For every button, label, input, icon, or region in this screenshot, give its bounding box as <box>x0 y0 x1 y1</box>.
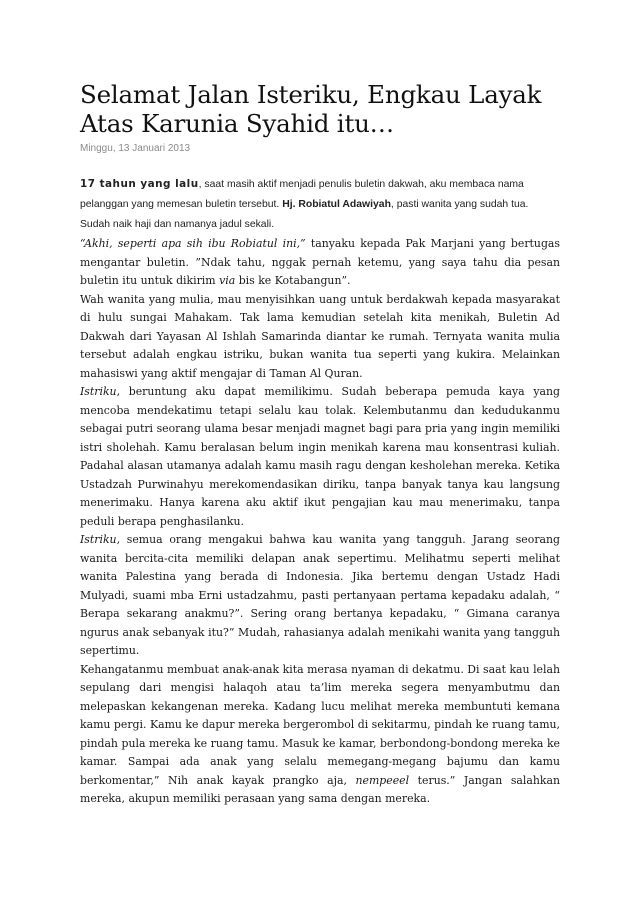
paragraph-4 <box>80 531 560 661</box>
intro-name: Hj. Robiatul Adawiyah <box>282 199 391 210</box>
paragraph-1-text-2: bis ke Kotabangun”. <box>235 274 351 287</box>
paragraph-3 <box>80 383 560 531</box>
intro-lead: 17 tahun yang lalu <box>80 178 199 190</box>
paragraph-1-via: via <box>219 274 236 287</box>
paragraph-4-lead: Istriku, <box>80 533 121 546</box>
paragraph-5-text-2: terus.” Jangan salahkan mereka, akupun memiliki perasaan yang sama dengan mereka. <box>80 773 561 805</box>
article-title: Selamat Jalan Isteriku, Engkau Layak Atas Karunia Syahid itu… <box>80 80 542 138</box>
paragraph-5-emphasis: nempeeel <box>355 773 410 787</box>
paragraph-5 <box>80 661 560 809</box>
paragraph-5-text-1: Kehangatanmu membuat anak-anak kita merasa nyaman di dekatmu. Di saat kau lelah sepulang dari mengisi halaqoh atau ta’lim mereka segera menyambutmu dan melepaskan kekangenan mereka. Kadang lucu melihat mereka membuntuti kemana kamu pergi. Kamu ke dapur mereka bergerombol di sekitarmu, pindah ke ruang tamu, pindah pula mereka ke ruang tamu. Masuk ke kamar, berbondong-bondong mereka ke kamar. Sampai ada anak yang selalu memegang-megang bajumu dan kamu berkomentar,” Nih anak kayak prangko aja, <box>80 662 560 787</box>
article <box>80 80 560 809</box>
paragraph-1-quote: “Akhi, seperti apa sih ibu Robiatul ini,” <box>80 237 306 250</box>
intro-text-1: , saat masih aktif menjadi penulis buletin dakwah, aku membaca nama pelanggan yang memesan buletin tersebut. <box>80 179 524 210</box>
paragraph-1-text-1: tanyaku kepada Pak Marjani yang bertugas mengantar buletin. ”Ndak tahu, nggak pernah ketemu, yang saya tahu dia pesan buletin itu untuk dikirim <box>80 237 560 287</box>
paragraph-4-text: semua orang mengakui bahwa kau wanita yang tangguh. Jarang seorang wanita bercita-cita memiliki delapan anak sepertimu. Melihatmu seperti melihat wanita Palestina yang berada di Indonesia. Jika bertemu dengan Ustadz Hadi Mulyadi, suami mba Erni ustadzahmu, pasti pertanyaan pertama kepadaku adalah, “ Berapa sekarang anakmu?”. Sering orang bertanya kepadaku, “ Gimana caranya ngurus anak sebanyak itu?” Mudah, rahasianya adalah menikahi wanita yang tangguh sepertimu. <box>80 533 560 657</box>
paragraph-2: Wah wanita yang mulia, mau menyisihkan uang untuk berdakwah kepada masyarakat di hulu sungai Mahakam. Tak lama kemudian setelah kita menikah, Buletin Ad Dakwah dari Yayasan Al Ishlah Samarinda diantar ke rumah. Ternyata wanita mulia tersebut adalah engkau istriku, bukan wanita tua seperti yang kukira. Melainkan mahasiswi yang aktif mengajar di Taman Al Quran. <box>80 292 560 380</box>
article-body <box>80 235 560 809</box>
paragraph-3-lead: Istriku <box>80 385 117 398</box>
article-date: Minggu, 13 Januari 2013 <box>80 143 191 154</box>
intro-text-2: , pasti wanita yang sudah tua. Sudah naik haji dan namanya jadul sekali. <box>80 199 529 230</box>
paragraph-3-text: , beruntung aku dapat memilikimu. Sudah beberapa pemuda kaya yang mencoba mendekatimu tetapi selalu kau tolak. Kelembutanmu dan kedudukanmu sebagai putri seorang ulama besar menjadi magnet bagi para pria yang ingin memiliki istri sholehah. Kamu beralasan belum ingin menikah karena mau konsentrasi kuliah. Padahal alasan utamanya adalah kamu masih ragu dengan kesholehan mereka. Ketika Ustadzah Purwinahyu merekomendasikan diriku, tanpa banyak tanya kau langsung menerimaku. Hanya karena aku aktif ikut pengajian kau mau menerimaku, tanpa peduli berapa penghasilanku. <box>80 385 560 528</box>
paragraph-1 <box>80 235 560 291</box>
intro-paragraph <box>80 174 560 235</box>
